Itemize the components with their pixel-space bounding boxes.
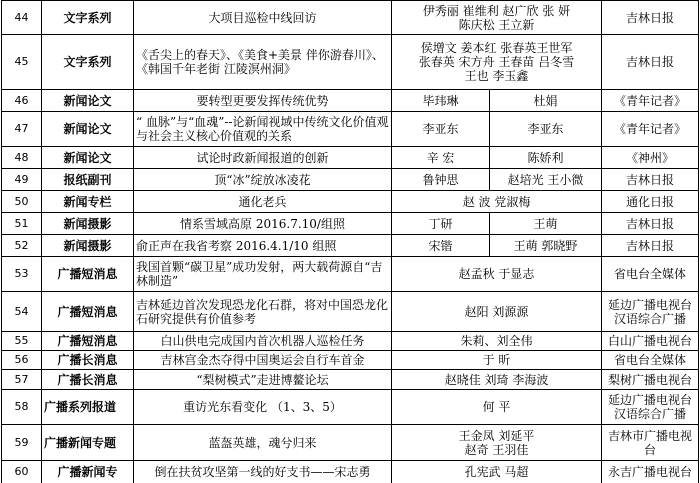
row-number: 52 xyxy=(2,235,42,257)
table-row xyxy=(2,292,699,332)
publisher-cell: 梨树广播电视台 xyxy=(602,370,699,390)
category-cell: 新闻摄影 xyxy=(42,235,134,257)
authors-cell xyxy=(392,292,602,332)
publisher-cell: 省电台全媒体 xyxy=(602,351,699,370)
author-line: 张春英 宋方舟 王春苗 吕冬雪 xyxy=(418,55,575,69)
category-cell: 广播短消息 xyxy=(42,332,134,351)
table-row xyxy=(2,370,699,390)
author-line: 伊秀丽 崔维利 赵广欣 张 妍 xyxy=(422,3,571,18)
row-number: 55 xyxy=(2,332,42,351)
work-title: 我国首颗“碳卫星”成功发射，两大载荷源自“吉林制造” xyxy=(134,257,392,292)
publisher-cell: 吉林日报 xyxy=(602,235,699,257)
work-title: 俞正声在我省考察 2016.4.1/10 组照 xyxy=(134,235,392,257)
work-title: 通化老兵 xyxy=(134,191,392,213)
author-line: 何 平 xyxy=(482,400,511,414)
author-cell xyxy=(392,112,490,147)
publisher-cell: 《神州》 xyxy=(602,147,699,169)
publisher-cell: 永吉广播电视台 xyxy=(602,461,699,483)
author-cell xyxy=(392,169,490,191)
table-row xyxy=(2,147,699,169)
editor-cell xyxy=(490,213,602,235)
editor-cell xyxy=(490,147,602,169)
table-row xyxy=(2,332,699,351)
publisher-cell: 延边广播电视台汉语综合广播 xyxy=(602,390,699,425)
author-line: 王金凤 刘延平 xyxy=(458,428,535,443)
row-number: 45 xyxy=(2,35,42,90)
author-line: 侯增文 姜本红 张春英王世军 xyxy=(420,41,573,55)
author-line: 朱莉、刘全伟 xyxy=(460,334,533,348)
row-number: 58 xyxy=(2,390,42,425)
row-number: 53 xyxy=(2,257,42,292)
table-row xyxy=(2,235,699,257)
authors-cell xyxy=(392,351,602,370)
author-line: 王萌 郭晓野 xyxy=(513,238,578,253)
author-cell xyxy=(392,147,490,169)
author-line: 宋锴 xyxy=(428,238,453,253)
table-row xyxy=(2,425,699,461)
editor-cell xyxy=(490,90,602,112)
authors-cell xyxy=(392,191,602,213)
category-cell: 广播长消息 xyxy=(42,370,134,390)
table-row xyxy=(2,461,699,483)
row-number: 44 xyxy=(2,1,42,35)
awards-table xyxy=(1,0,699,483)
authors-cell xyxy=(392,425,602,461)
row-number: 59 xyxy=(2,425,42,461)
authors-cell xyxy=(392,332,602,351)
publisher-cell: 省电台全媒体 xyxy=(602,257,699,292)
table-row xyxy=(2,191,699,213)
publisher-cell: 吉林日报 xyxy=(602,1,699,35)
work-title: 白山供电完成国内首次机器人巡检任务 xyxy=(134,332,392,351)
author-line: 于 昕 xyxy=(482,353,511,367)
author-line: 孔宪武 马超 xyxy=(464,465,529,479)
row-number: 47 xyxy=(2,112,42,147)
work-title: 倒在扶贫攻坚第一线的好支书——宋志勇 xyxy=(134,461,392,483)
table-row xyxy=(2,390,699,425)
publisher-cell: 吉林日报 xyxy=(602,169,699,191)
author-line: 王萌 xyxy=(533,216,558,231)
author-cell xyxy=(392,213,490,235)
author-line: 赵晓佳 刘琦 李海波 xyxy=(444,372,549,387)
author-line: 赵阳 刘源源 xyxy=(464,304,529,319)
authors-cell xyxy=(392,1,602,35)
category-cell: 广播系列报道 xyxy=(42,390,134,425)
category-cell: 广播新闻专题 xyxy=(42,425,134,461)
editor-cell xyxy=(490,112,602,147)
table-row xyxy=(2,213,699,235)
author-line: 王也 李玉鑫 xyxy=(464,69,529,83)
author-line: 李亚东 xyxy=(527,122,564,136)
row-number: 57 xyxy=(2,370,42,390)
category-cell: 报纸副刊 xyxy=(42,169,134,191)
author-line: 丁研 xyxy=(428,216,453,231)
author-cell xyxy=(392,235,490,257)
row-number: 60 xyxy=(2,461,42,483)
author-line: 赵奇 王羽佳 xyxy=(464,442,529,457)
category-cell: 文字系列 xyxy=(42,1,134,35)
author-line: 杜娟 xyxy=(533,93,558,108)
work-title: “梨树模式”走进博鳌论坛 xyxy=(134,370,392,390)
publisher-cell: 吉林日报 xyxy=(602,35,699,90)
author-line: 陈娇利 xyxy=(527,150,564,165)
category-cell: 文字系列 xyxy=(42,35,134,90)
table-row xyxy=(2,169,699,191)
table-row xyxy=(2,90,699,112)
work-title: 试论时政新闻报道的创新 xyxy=(134,147,392,169)
author-line: 辛 宏 xyxy=(426,150,455,165)
category-cell: 广播新闻专 xyxy=(42,461,134,483)
editor-cell xyxy=(490,235,602,257)
work-title: 蓝盔英雄，魂兮归来 xyxy=(134,425,392,461)
publisher-cell: 《青年记者》 xyxy=(602,90,699,112)
category-cell: 新闻论文 xyxy=(42,90,134,112)
category-cell: 新闻摄影 xyxy=(42,213,134,235)
row-number: 48 xyxy=(2,147,42,169)
authors-cell xyxy=(392,257,602,292)
publisher-cell: 吉林市广播电视台 xyxy=(602,425,699,461)
publisher-cell: 通化日报 xyxy=(602,191,699,213)
row-number: 46 xyxy=(2,90,42,112)
authors-cell xyxy=(392,461,602,483)
row-number: 56 xyxy=(2,351,42,370)
category-cell: 广播长消息 xyxy=(42,351,134,370)
document-page xyxy=(1,0,699,483)
author-line: 赵 波 党淑梅 xyxy=(462,194,531,209)
category-cell: 新闻论文 xyxy=(42,147,134,169)
author-line: 赵孟秋 于显志 xyxy=(458,267,535,281)
work-title: 大项目巡检中线回访 xyxy=(134,1,392,35)
publisher-cell: 白山广播电视台 xyxy=(602,332,699,351)
authors-cell xyxy=(392,370,602,390)
table-row xyxy=(2,35,699,90)
authors-cell xyxy=(392,35,602,90)
work-title: 吉林延边首次发现恐龙化石群，将对中国恐龙化石研究提供有价值参考 xyxy=(134,292,392,332)
table-body xyxy=(2,1,699,483)
category-cell: 新闻专栏 xyxy=(42,191,134,213)
table-row xyxy=(2,1,699,35)
publisher-cell: 延边广播电视台汉语综合广播 xyxy=(602,292,699,332)
row-number: 49 xyxy=(2,169,42,191)
publisher-cell: 吉林日报 xyxy=(602,213,699,235)
work-title: 《舌尖上的春天》、《美食+美景 伴你游春川》、《韩国千年老街 江陵溟州洞》 xyxy=(134,35,392,90)
table-row xyxy=(2,351,699,370)
category-cell: 广播短消息 xyxy=(42,292,134,332)
author-line: 鲁钟思 xyxy=(422,172,459,187)
author-line: 毕玮琳 xyxy=(422,93,459,108)
author-cell xyxy=(392,90,490,112)
row-number: 50 xyxy=(2,191,42,213)
work-title: 吉林宫金杰夺得中国奥运会自行车首金 xyxy=(134,351,392,370)
row-number: 54 xyxy=(2,292,42,332)
work-title: 顶“冰”绽放冰凌花 xyxy=(134,169,392,191)
author-line: 陈庆松 王立新 xyxy=(458,17,535,32)
author-line: 李亚东 xyxy=(422,122,459,136)
work-title: 要转型更要发挥传统优势 xyxy=(134,90,392,112)
category-cell: 新闻论文 xyxy=(42,112,134,147)
row-number: 51 xyxy=(2,213,42,235)
work-title: 情系雪域高原 2016.7.10/组照 xyxy=(134,213,392,235)
table-row xyxy=(2,257,699,292)
publisher-cell: 《青年记者》 xyxy=(602,112,699,147)
category-cell: 广播短消息 xyxy=(42,257,134,292)
table-row xyxy=(2,112,699,147)
work-title: “ 血脉”与“血魂”--论新闻视域中传统文化价值观与社会主义核心价值观的关系 xyxy=(134,112,392,147)
author-line: 赵培光 王小微 xyxy=(507,172,584,187)
authors-cell xyxy=(392,390,602,425)
editor-cell xyxy=(490,169,602,191)
work-title: 重访光东看变化 （1、3、5） xyxy=(134,390,392,425)
